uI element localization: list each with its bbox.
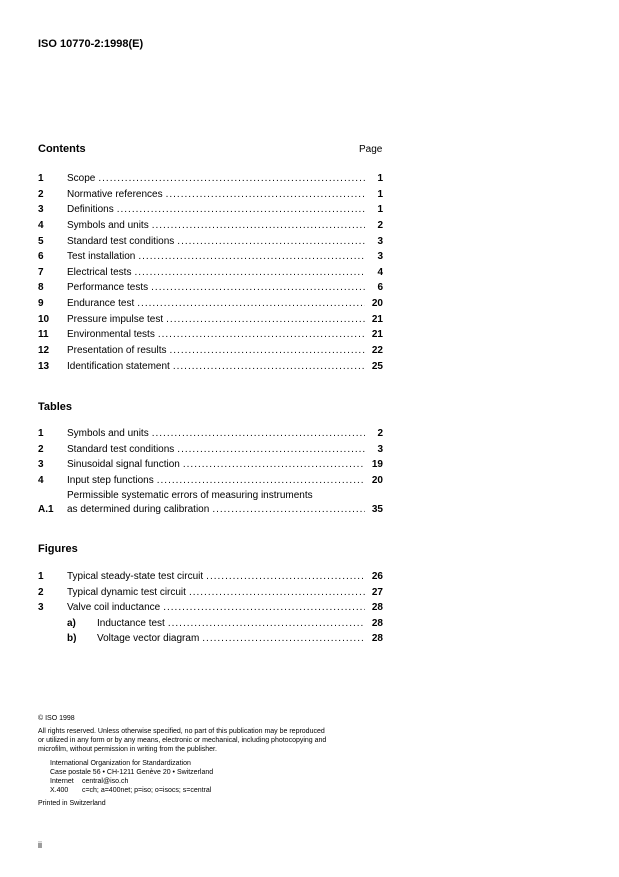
toc-entry-page: 28 bbox=[371, 633, 383, 644]
toc-entry bbox=[38, 266, 383, 280]
toc-entry bbox=[38, 313, 383, 327]
toc-entry-number: 4 bbox=[38, 475, 44, 486]
figures-heading: Figures bbox=[38, 543, 78, 555]
toc-entry-title: Inductance test bbox=[97, 618, 165, 629]
printed-line: Printed in Switzerland bbox=[38, 800, 106, 807]
toc-entry bbox=[38, 427, 383, 441]
toc-entry-number: 3 bbox=[38, 602, 44, 613]
toc-entry-number: 2 bbox=[38, 189, 44, 200]
toc-entry-title: Performance tests bbox=[67, 282, 149, 293]
toc-entry-page: 1 bbox=[377, 173, 383, 184]
toc-entry bbox=[38, 458, 383, 472]
toc-entry-title: Typical steady-state test circuit bbox=[67, 571, 204, 582]
toc-entry-title: Symbols and units bbox=[67, 220, 149, 231]
dot-leader bbox=[177, 235, 365, 249]
dot-leader bbox=[98, 172, 365, 186]
toc-entry-body bbox=[97, 617, 383, 631]
copyright-line: © ISO 1998 bbox=[38, 715, 75, 722]
toc-entry-page: 3 bbox=[377, 236, 383, 247]
toc-entry-page: 21 bbox=[371, 314, 383, 325]
toc-entry-page: 28 bbox=[371, 618, 383, 629]
toc-entry-title: Pressure impulse test bbox=[67, 314, 164, 325]
toc-entry-title: Valve coil inductance bbox=[67, 602, 161, 613]
toc-entry-page: 2 bbox=[377, 428, 383, 439]
toc-entry-body bbox=[67, 474, 383, 488]
toc-entry-page: 2 bbox=[377, 220, 383, 231]
dot-leader bbox=[168, 617, 365, 631]
toc-entry bbox=[38, 297, 383, 311]
toc-entry-number: 6 bbox=[38, 251, 44, 262]
dot-leader bbox=[117, 203, 365, 217]
internet-label: Internet bbox=[50, 778, 74, 785]
toc-entry-page: 25 bbox=[371, 361, 383, 372]
toc-entry-number: 3 bbox=[38, 459, 44, 470]
toc-entry bbox=[38, 203, 383, 217]
toc-entry-body bbox=[67, 172, 383, 186]
toc-entry-title: Standard test conditions bbox=[67, 444, 175, 455]
toc-entry-page: 6 bbox=[377, 282, 383, 293]
toc-entry-number: 10 bbox=[38, 314, 50, 325]
dot-leader bbox=[170, 344, 366, 358]
toc-entry-number: a) bbox=[67, 618, 76, 629]
toc-entry-number: 7 bbox=[38, 267, 44, 278]
toc-entry-title-line1: Permissible systematic errors of measuring instruments bbox=[67, 490, 313, 501]
toc-entry-body bbox=[67, 219, 383, 233]
toc-entry-page: 21 bbox=[371, 329, 383, 340]
dot-leader bbox=[173, 360, 365, 374]
toc-entry bbox=[38, 328, 383, 342]
toc-entry-number: A.1 bbox=[38, 504, 54, 515]
toc-entry-body bbox=[67, 360, 383, 374]
dot-leader bbox=[189, 586, 365, 600]
toc-entry-number: 11 bbox=[38, 329, 49, 340]
toc-entry-number: 2 bbox=[38, 444, 44, 455]
rights-line-3: microfilm, without permission in writing from the publisher. bbox=[38, 746, 217, 753]
toc-entry bbox=[38, 344, 383, 358]
rights-line-1: All rights reserved. Unless otherwise specified, no part of this publication may be reproduced bbox=[38, 728, 325, 735]
toc-entry-body bbox=[67, 344, 383, 358]
toc-entry-title: as determined during calibration bbox=[67, 504, 210, 515]
toc-entry bbox=[38, 250, 383, 264]
toc-entry-title: Electrical tests bbox=[67, 267, 132, 278]
toc-entry-body bbox=[67, 203, 383, 217]
toc-entry-page: 3 bbox=[377, 444, 383, 455]
toc-entry bbox=[38, 474, 383, 488]
rights-line-2: or utilized in any form or by any means, electronic or mechanical, including photocopying and bbox=[38, 737, 327, 744]
toc-entry-page: 22 bbox=[371, 345, 383, 356]
dot-leader bbox=[152, 427, 365, 441]
toc-entry-number: 4 bbox=[38, 220, 44, 231]
toc-entry-body bbox=[67, 503, 383, 517]
toc-entry-body bbox=[67, 266, 383, 280]
toc-entry-page: 35 bbox=[371, 504, 383, 515]
toc-entry-number: 1 bbox=[38, 428, 44, 439]
toc-entry-number: 3 bbox=[38, 204, 44, 215]
toc-entry bbox=[38, 281, 383, 295]
toc-entry-body bbox=[67, 570, 383, 584]
dot-leader bbox=[158, 328, 365, 342]
toc-entry-title: Standard test conditions bbox=[67, 236, 175, 247]
tables-heading: Tables bbox=[38, 401, 73, 413]
toc-entry-number: 8 bbox=[38, 282, 44, 293]
toc-entry-title: Test installation bbox=[67, 251, 136, 262]
dot-leader bbox=[137, 297, 365, 311]
dot-leader bbox=[183, 458, 365, 472]
organization-address: Case postale 56 • CH-1211 Genève 20 • Switzerland bbox=[50, 769, 214, 776]
toc-entry-title: Normative references bbox=[67, 189, 163, 200]
page-column-label: Page bbox=[359, 144, 383, 155]
toc-entry-page: 1 bbox=[377, 189, 383, 200]
dot-leader bbox=[212, 503, 365, 517]
x400-contact bbox=[50, 786, 211, 795]
toc-entry-body bbox=[67, 586, 383, 600]
toc-entry bbox=[38, 570, 383, 584]
toc-entry-body bbox=[67, 188, 383, 202]
x400-label: X.400 bbox=[50, 787, 69, 794]
toc-entry-body bbox=[67, 297, 383, 311]
toc-entry-title: Symbols and units bbox=[67, 428, 149, 439]
toc-entry bbox=[38, 586, 383, 600]
toc-entry-body bbox=[67, 313, 383, 327]
toc-entry-number: 5 bbox=[38, 236, 44, 247]
toc-entry-body bbox=[97, 632, 383, 646]
toc-entry-number: 13 bbox=[38, 361, 50, 372]
toc-entry bbox=[38, 172, 383, 186]
dot-leader bbox=[151, 281, 365, 295]
toc-entry-body bbox=[67, 427, 383, 441]
toc-entry-number: 2 bbox=[38, 587, 44, 598]
toc-entry bbox=[38, 617, 383, 631]
dot-leader bbox=[206, 570, 365, 584]
toc-entry-number: 1 bbox=[38, 173, 44, 184]
internet-contact bbox=[50, 777, 128, 786]
dot-leader bbox=[166, 188, 365, 202]
toc-entry-title: Typical dynamic test circuit bbox=[67, 587, 186, 598]
toc-entry bbox=[38, 360, 383, 374]
toc-entry-title: Identification statement bbox=[67, 361, 170, 372]
toc-entry-body bbox=[67, 328, 383, 342]
dot-leader bbox=[163, 601, 365, 615]
toc-entry-title: Input step functions bbox=[67, 475, 154, 486]
toc-entry bbox=[38, 219, 383, 233]
toc-entry bbox=[38, 632, 383, 646]
toc-entry-number: 9 bbox=[38, 298, 44, 309]
toc-entry-body bbox=[67, 250, 383, 264]
toc-entry-title: Voltage vector diagram bbox=[97, 633, 200, 644]
dot-leader bbox=[166, 313, 365, 327]
toc-entry bbox=[38, 490, 383, 517]
toc-entry-page: 3 bbox=[377, 251, 383, 262]
toc-entry bbox=[38, 601, 383, 615]
toc-entry-number: b) bbox=[67, 633, 77, 644]
toc-entry-title: Scope bbox=[67, 173, 96, 184]
toc-entry-title: Presentation of results bbox=[67, 345, 167, 356]
toc-entry-page: 28 bbox=[371, 602, 383, 613]
toc-entry bbox=[38, 235, 383, 249]
document-id: ISO 10770-2:1998(E) bbox=[38, 38, 144, 50]
dot-leader bbox=[157, 474, 365, 488]
toc-entry-title: Environmental tests bbox=[67, 329, 155, 340]
toc-entry-body bbox=[67, 443, 383, 457]
dot-leader bbox=[138, 250, 365, 264]
toc-entry-page: 20 bbox=[371, 298, 383, 309]
internet-value: central@iso.ch bbox=[81, 778, 129, 785]
toc-entry-page: 4 bbox=[377, 267, 383, 278]
toc-entry bbox=[38, 443, 383, 457]
toc-entry-title: Endurance test bbox=[67, 298, 135, 309]
toc-entry-title: Definitions bbox=[67, 204, 114, 215]
toc-entry-page: 1 bbox=[377, 204, 383, 215]
page-number: ii bbox=[38, 840, 42, 850]
toc-entry-body bbox=[67, 281, 383, 295]
toc-entry bbox=[38, 188, 383, 202]
toc-entry-title: Sinusoidal signal function bbox=[67, 459, 180, 470]
dot-leader bbox=[177, 443, 365, 457]
x400-value: c=ch; a=400net; p=iso; o=isocs; s=central bbox=[81, 787, 212, 794]
toc-entry-page: 27 bbox=[371, 587, 383, 598]
dot-leader bbox=[134, 266, 365, 280]
toc-entry-body bbox=[67, 601, 383, 615]
toc-entry-number: 1 bbox=[38, 571, 44, 582]
contents-heading: Contents bbox=[38, 143, 86, 155]
dot-leader bbox=[152, 219, 365, 233]
toc-entry-number: 12 bbox=[38, 345, 50, 356]
dot-leader bbox=[202, 632, 365, 646]
toc-entry-body bbox=[67, 235, 383, 249]
toc-entry-page: 20 bbox=[371, 475, 383, 486]
organization-name: International Organization for Standardization bbox=[50, 760, 191, 767]
toc-entry-page: 19 bbox=[371, 459, 383, 470]
toc-entry-page: 26 bbox=[371, 571, 383, 582]
toc-entry-body bbox=[67, 458, 383, 472]
